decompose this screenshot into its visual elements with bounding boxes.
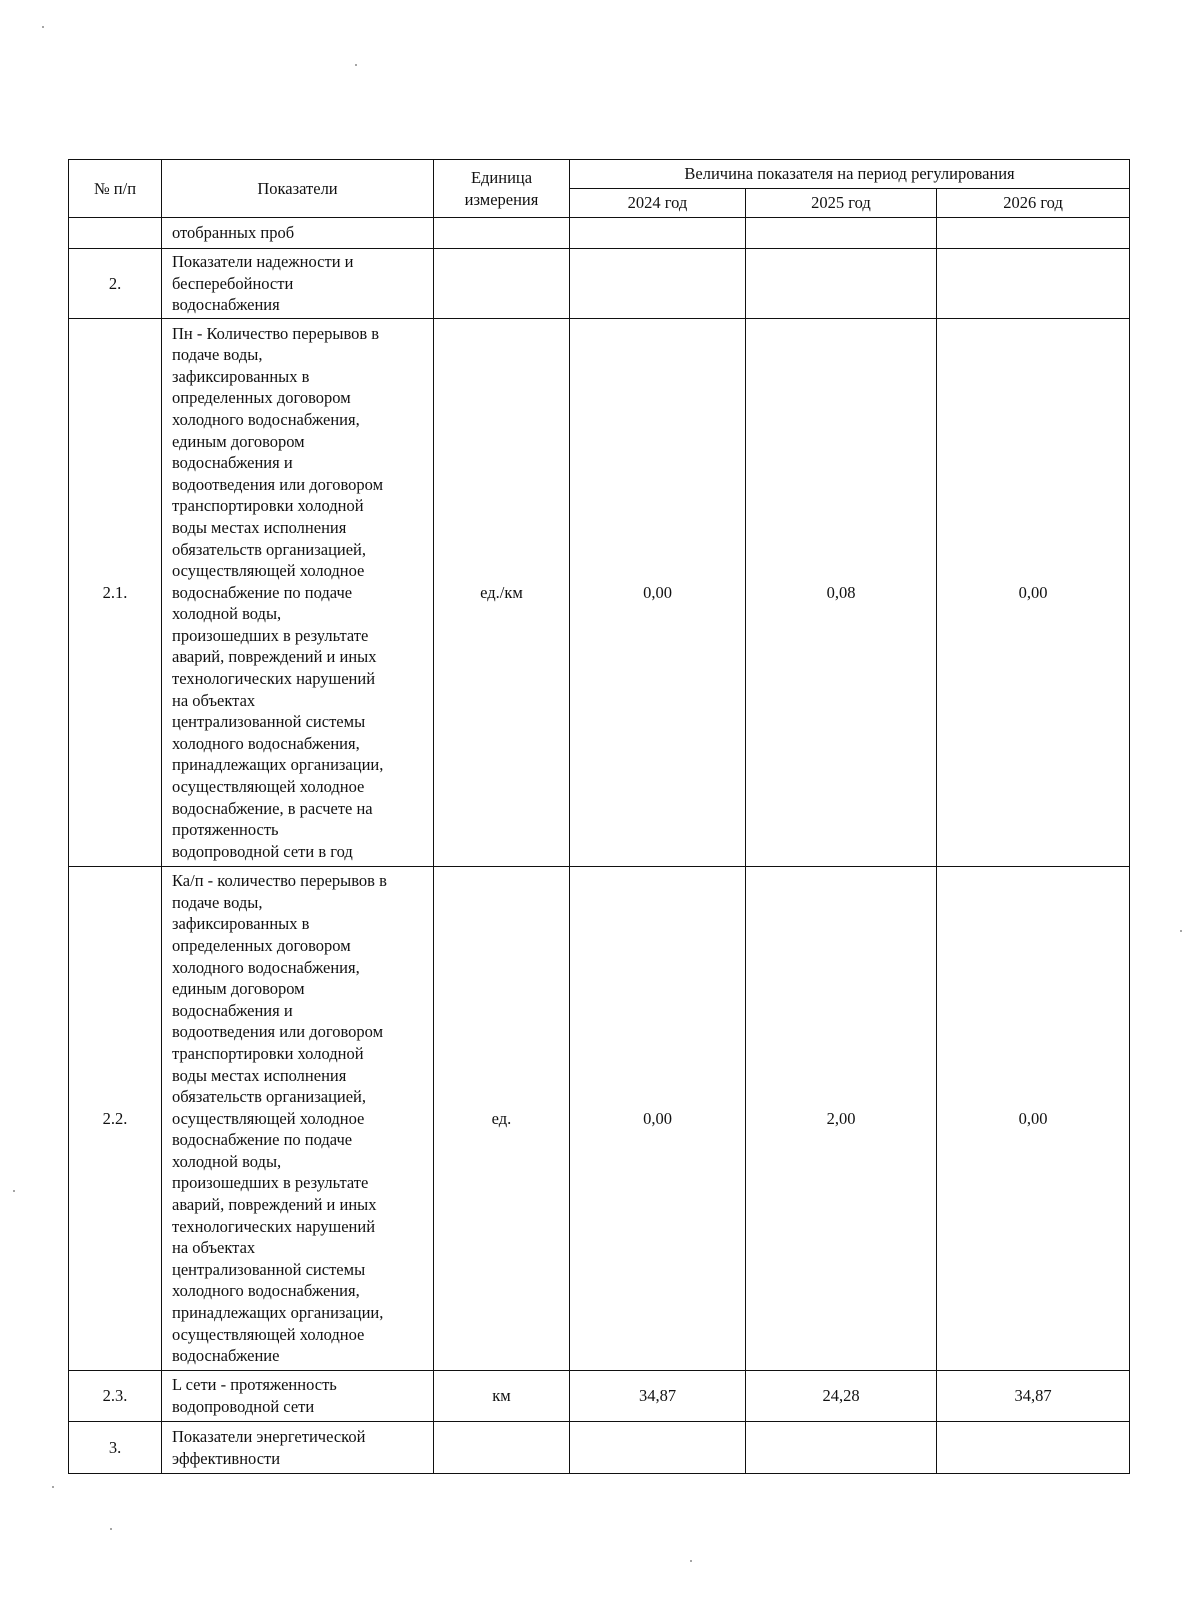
row-value-2024: 0,00: [570, 319, 746, 867]
row-unit: ед.: [434, 867, 570, 1371]
row-value-2024: [570, 1422, 746, 1474]
row-value-2024: [570, 218, 746, 249]
row-value-2025: 0,08: [746, 319, 937, 867]
row-value-2024: 0,00: [570, 867, 746, 1371]
row-indicator: Показатели энергетической эффективности: [162, 1422, 434, 1474]
header-unit: Единица измерения: [434, 160, 570, 218]
scan-speck: [690, 1560, 692, 1562]
scan-speck: [42, 26, 44, 28]
scan-speck: [13, 1190, 15, 1192]
row-unit: [434, 218, 570, 249]
row-unit: ед./км: [434, 319, 570, 867]
table-row: [69, 249, 1130, 319]
row-value-2025: 24,28: [746, 1371, 937, 1422]
table-header-row: [69, 160, 1130, 189]
row-num: 2.1.: [69, 319, 162, 867]
indicators-table: [68, 159, 1130, 1474]
row-value-2025: [746, 218, 937, 249]
row-value-2026: [937, 1422, 1130, 1474]
row-num: 3.: [69, 1422, 162, 1474]
table-row: [69, 218, 1130, 249]
table-row: [69, 1371, 1130, 1422]
row-num: [69, 218, 162, 249]
row-value-2026: [937, 218, 1130, 249]
row-value-2026: 0,00: [937, 319, 1130, 867]
scan-speck: [110, 1528, 112, 1530]
row-unit: км: [434, 1371, 570, 1422]
row-value-2025: [746, 249, 937, 319]
table-row: [69, 319, 1130, 867]
row-value-2024: [570, 249, 746, 319]
header-year-2026: 2026 год: [937, 189, 1130, 218]
row-indicator: Показатели надежности и бесперебойности водоснабжения: [162, 249, 434, 319]
row-num: 2.3.: [69, 1371, 162, 1422]
row-indicator: L сети - протяженность водопроводной сети: [162, 1371, 434, 1422]
row-value-2026: 34,87: [937, 1371, 1130, 1422]
row-indicator: отобранных проб: [162, 218, 434, 249]
row-value-2025: [746, 1422, 937, 1474]
scan-speck: [1180, 930, 1182, 932]
table-row: [69, 867, 1130, 1371]
scan-speck: [355, 64, 357, 66]
header-year-2024: 2024 год: [570, 189, 746, 218]
header-indicators: Показатели: [162, 160, 434, 218]
table-row: [69, 1422, 1130, 1474]
row-unit: [434, 1422, 570, 1474]
row-indicator: Ка/п - количество перерывов в подаче воды, зафиксированных в определенных договором холодного водоснабжения, единым договором водоснабжения и водоотведения или договором транспортировки холодной воды местах исполнения обязательств организацией, осуществляющей холодное водоснабжение по подаче холодной воды, произошедших в результате аварий, повреждений и иных технологических нарушений на объектах централизованной системы холодного водоснабжения, принадлежащих организации, осуществляющей холодное водоснабжение: [162, 867, 434, 1371]
row-value-2026: 0,00: [937, 867, 1130, 1371]
row-unit: [434, 249, 570, 319]
row-value-2024: 34,87: [570, 1371, 746, 1422]
row-num: 2.2.: [69, 867, 162, 1371]
header-period-group: Величина показателя на период регулирования: [570, 160, 1130, 189]
row-indicator: Пн - Количество перерывов в подаче воды, зафиксированных в определенных договором холодного водоснабжения, единым договором водоснабжения и водоотведения или договором транспортировки холодной воды местах исполнения обязательств организацией, осуществляющей холодное водоснабжение по подаче холодной воды, произошедших в результате аварий, повреждений и иных технологических нарушений на объектах централизованной системы холодного водоснабжения, принадлежащих организации, осуществляющей холодное водоснабжение, в расчете на протяженность водопроводной сети в год: [162, 319, 434, 867]
row-value-2026: [937, 249, 1130, 319]
row-value-2025: 2,00: [746, 867, 937, 1371]
scan-speck: [52, 1486, 54, 1488]
header-num: № п/п: [69, 160, 162, 218]
header-year-2025: 2025 год: [746, 189, 937, 218]
row-num: 2.: [69, 249, 162, 319]
